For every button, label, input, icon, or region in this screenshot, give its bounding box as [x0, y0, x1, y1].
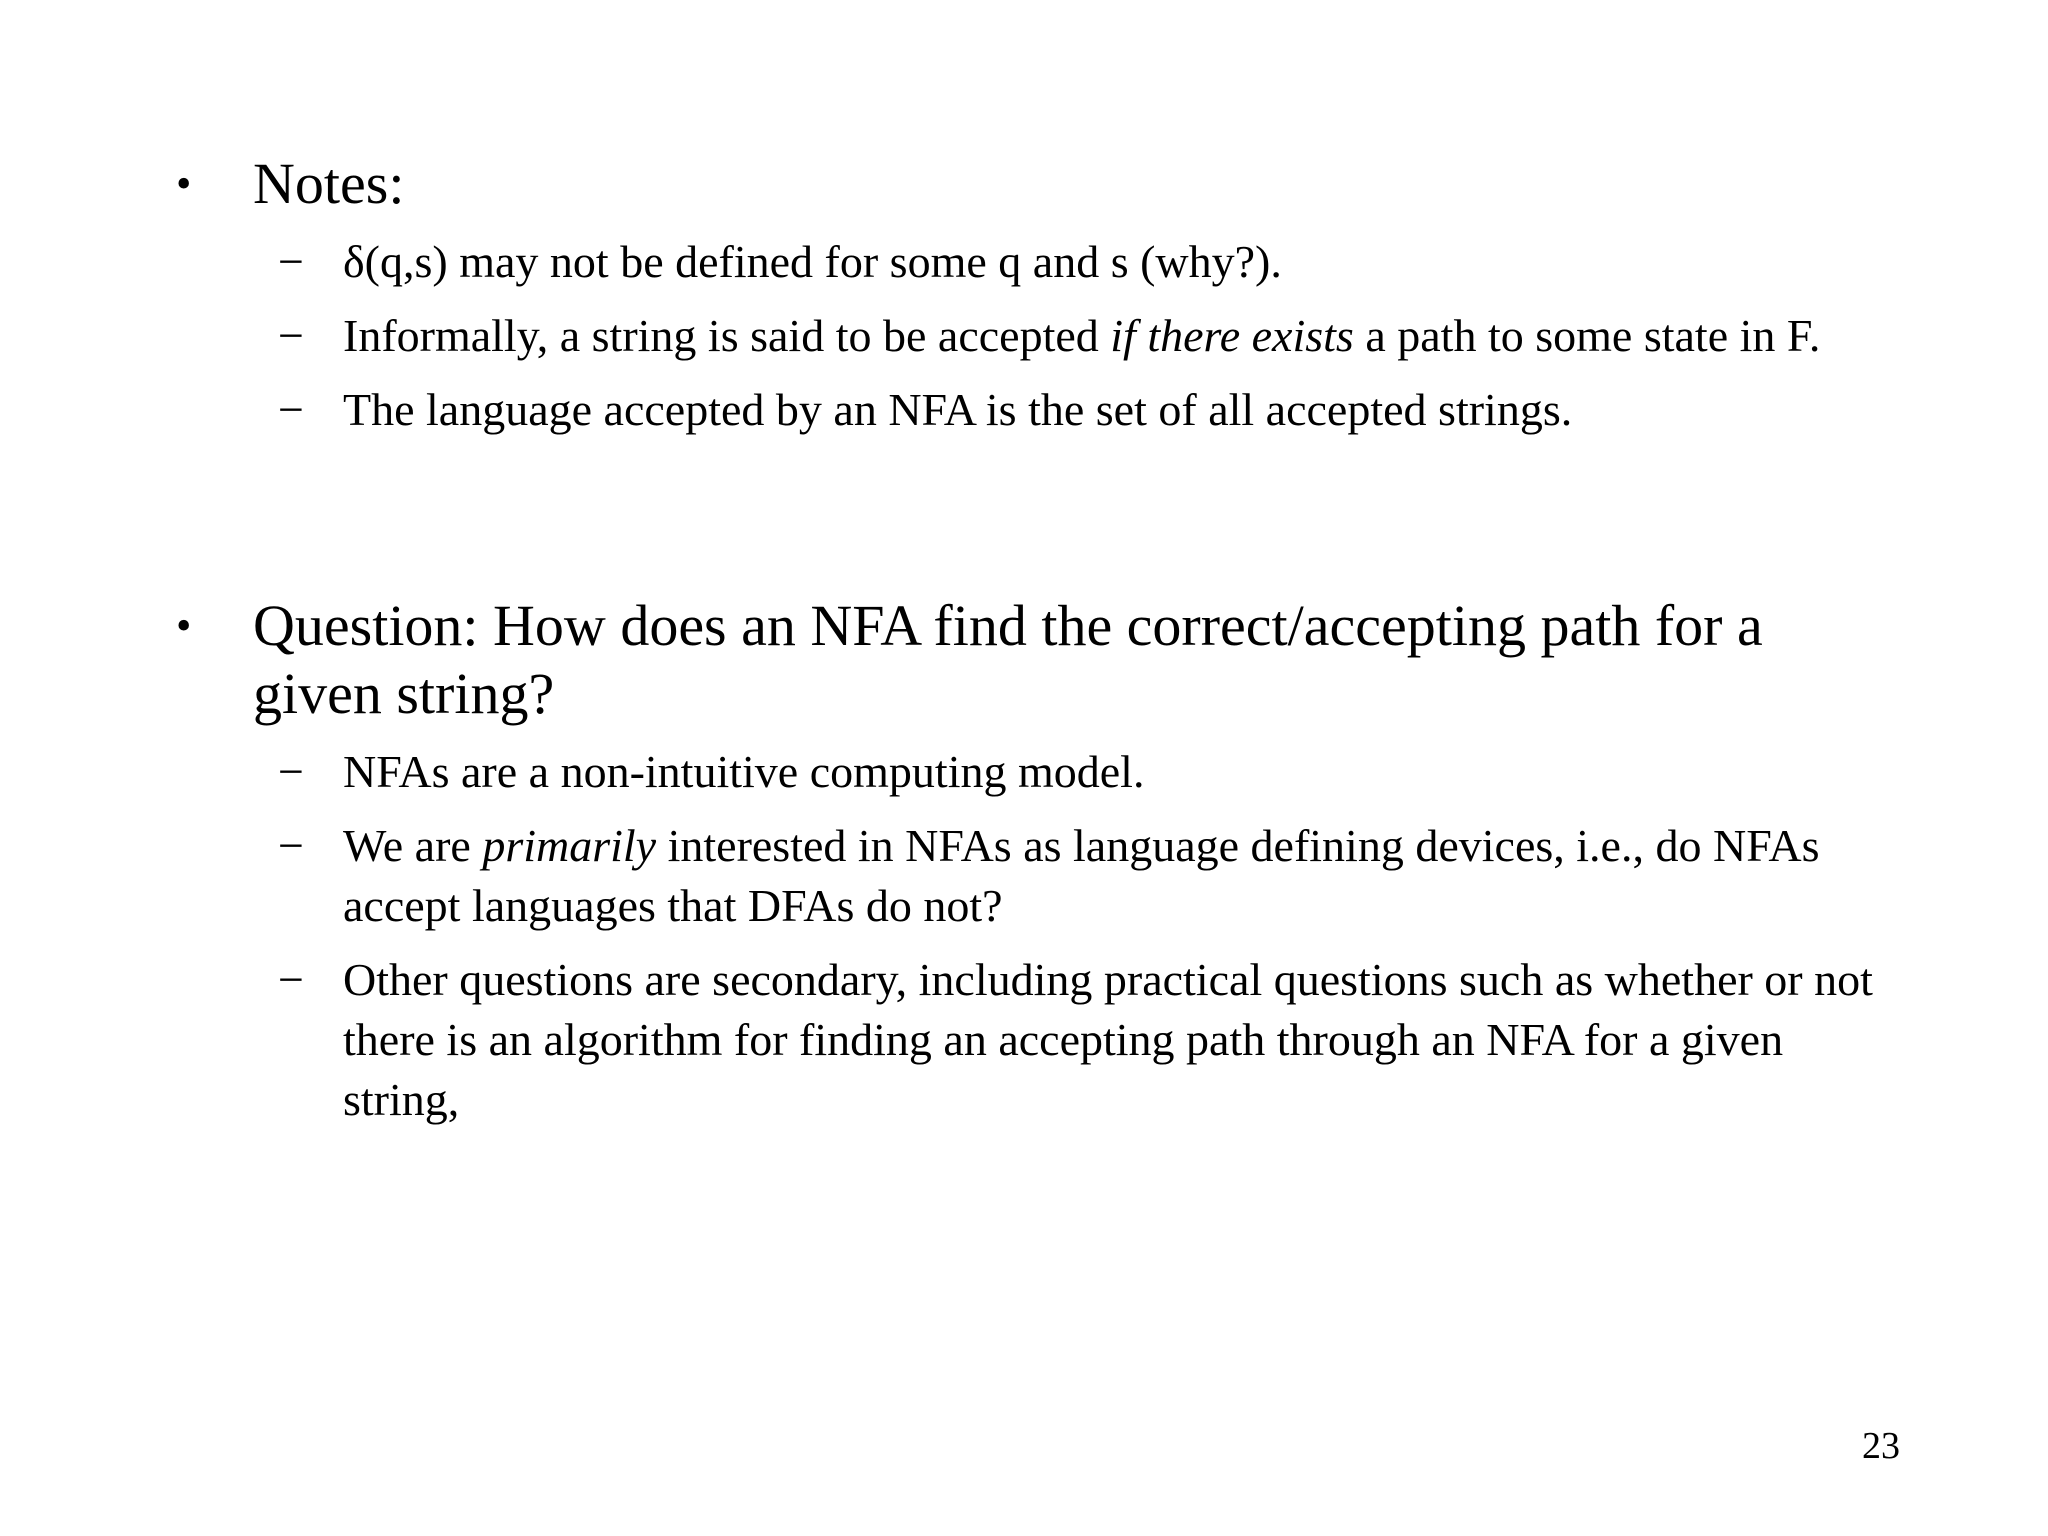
question-subitem-1 [0, 742, 1903, 802]
question-subitem-2-emphasis: primarily [482, 820, 657, 871]
dash-icon: − [278, 236, 304, 287]
notes-subitem-1-text: δ(q,s) may not be defined for some q and s (why?). [343, 236, 1282, 287]
bullet-icon: • [176, 159, 192, 208]
notes-subitem-2-text-b: a path to some state in F. [1353, 310, 1821, 361]
question-subitem-3-text: Other questions are secondary, including practical questions such as whether or not there is an algorithm for finding an accepting path through an NFA for a given string, [343, 954, 1873, 1125]
dash-icon: − [278, 310, 304, 361]
notes-subitem-1 [0, 232, 1903, 292]
notes-subitem-3 [0, 380, 1903, 440]
question-section [0, 592, 2048, 1130]
notes-heading: Notes: [253, 151, 405, 216]
dash-icon: − [278, 384, 304, 435]
question-subitem-1-text: NFAs are a non-intuitive computing model. [343, 746, 1145, 797]
question-subitem-2-text-b: interested in NFAs as language defining devices, i.e., do NFAs accept languages that DFAs do not? [343, 820, 1820, 931]
question-heading: Question: How does an NFA find the correct/accepting path for a given string? [253, 593, 1763, 726]
page-number: 23 [1862, 1425, 1900, 1467]
question-subitem-2-text-a: We are [343, 820, 483, 871]
dash-icon: − [278, 746, 304, 797]
notes-subitem-3-text: The language accepted by an NFA is the set of all accepted strings. [343, 384, 1573, 435]
dash-icon: − [278, 954, 304, 1005]
bullet-icon: • [176, 601, 192, 650]
question-subitem-3 [0, 950, 1903, 1130]
notes-subitem-2-emphasis: if there exists [1110, 310, 1354, 361]
notes-subitem-2-text-a: Informally, a string is said to be accepted [343, 310, 1111, 361]
notes-heading-item [0, 150, 1893, 218]
question-heading-item [0, 592, 1893, 728]
notes-section [0, 150, 2048, 440]
question-subitem-2 [0, 816, 1903, 936]
dash-icon: − [278, 820, 304, 871]
notes-subitem-2 [0, 306, 1903, 366]
